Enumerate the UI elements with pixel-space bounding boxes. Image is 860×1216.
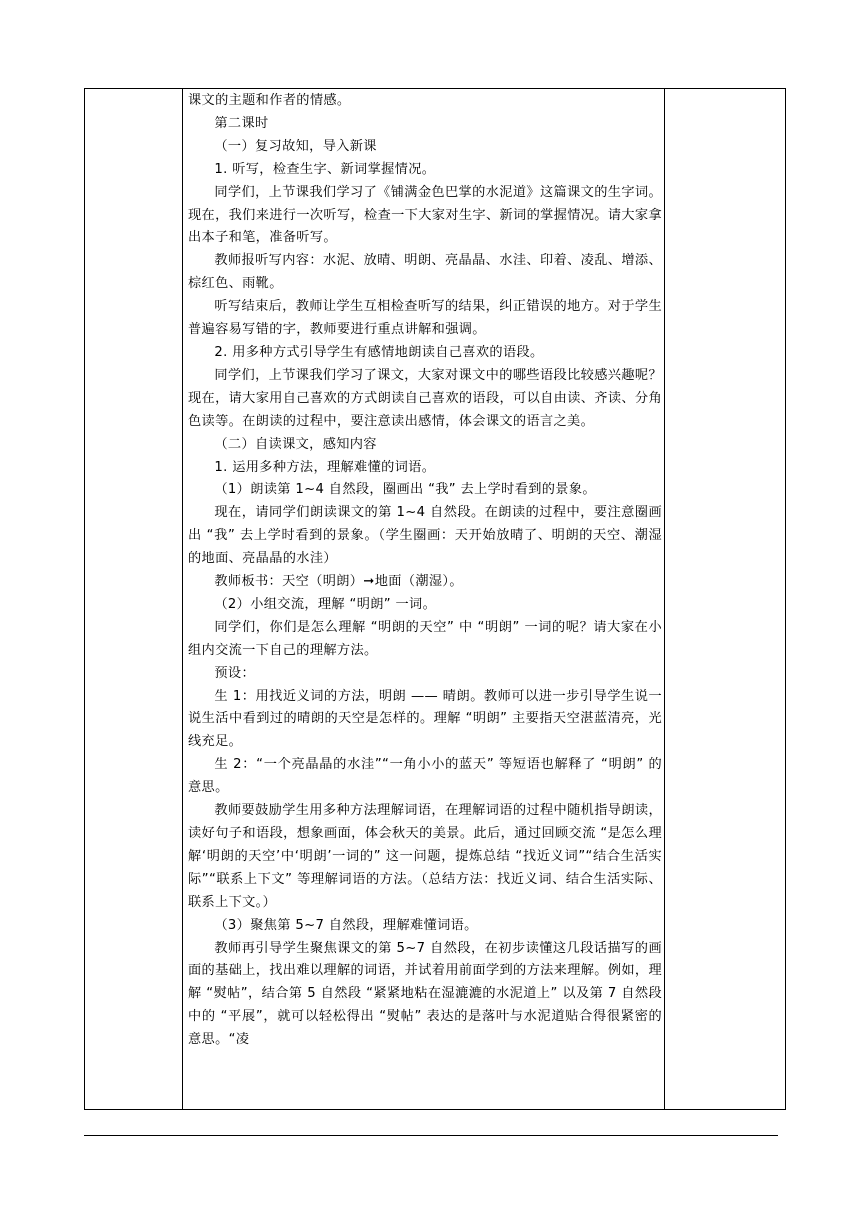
substep-read-paragraphs-1-4: （1）朗读第 1~4 自然段，圈画出 “我” 去上学时看到的景象。: [214, 482, 596, 498]
paragraph-dictation-words: 教师报听写内容：水泥、放晴、明朗、亮晶晶、水洼、印着、凌乱、增添、棕红色、雨靴。: [188, 253, 662, 292]
paragraph-theme-continuation: 课文的主题和作者的情感。: [188, 93, 351, 108]
paragraph-board-writing: 教师板书：天空（明朗）➞地面（潮湿）。: [214, 574, 463, 590]
paragraph-preset: 预设：: [214, 665, 256, 681]
step-reading-aloud: 2. 用多种方式引导学生有感情地朗读自己喜欢的语段。: [214, 344, 544, 360]
paragraph-teacher-methods: 教师要鼓励学生用多种方法理解词语，在理解词语的过程中随机指导朗读，读好句子和语段，想象画面，体会秋天的美景。此后，通过回顾交流 “是怎么理解‘明朗的天空’中‘明朗’一词的” 这一问题，提炼总结 “找近义词”“结合生活实际”“联系上下文” 等理解词语的方法。（总结方法：找近义词、结合生活实际、联系上下文。）: [188, 803, 662, 910]
paragraph-reading-aloud: 同学们，上节课我们学习了课文，大家对课文中的哪些语段比较感兴趣呢？现在，请大家用自己喜欢的方式朗读自己喜欢的语段，可以自由读、齐读、分角色读等。在朗读的过程中，要注意读出感情，体会课文的语言之美。: [188, 367, 662, 429]
footer-rule: [84, 1135, 778, 1136]
column-divider-left: [182, 89, 183, 1109]
paragraph-student-2: 生 2：“一个亮晶晶的水洼”“一角小小的蓝天” 等短语也解释了 “明朗” 的意思。: [188, 757, 662, 796]
section-heading-self-reading: （二）自读课文，感知内容: [214, 436, 377, 452]
paragraph-dictation-intro: 同学们，上节课我们学习了《铺满金色巴掌的水泥道》这篇课文的生字词。现在，我们来进行一次听写，检查一下大家对生字、新词的掌握情况。请大家拿出本子和笔，准备听写。: [188, 184, 662, 246]
paragraph-student-1: 生 1：用找近义词的方法，明朗 —— 晴朗。教师可以进一步引导学生说一说生活中看到过的晴朗的天空是怎样的。理解 “明朗” 主要指天空湛蓝清亮，光线充足。: [188, 688, 662, 750]
paragraph-group-discussion: 同学们，你们是怎么理解 “明朗的天空” 中 “明朗” 一词的呢？请大家在小组内交流一下自己的理解方法。: [188, 619, 662, 658]
substep-focus-paragraphs-5-7: （3）聚焦第 5~7 自然段，理解难懂词语。: [214, 917, 478, 933]
lesson-plan-table: [84, 88, 786, 1110]
column-divider-right: [664, 89, 665, 1109]
step-dictation: 1. 听写，检查生字、新词掌握情况。: [214, 161, 436, 177]
substep-group-discussion: （2）小组交流，理解 “明朗” 一词。: [214, 596, 437, 612]
lesson-content-cell: [188, 90, 662, 1052]
section-heading-review: （一）复习故知，导入新课: [214, 138, 377, 154]
lesson-period-heading: 第二课时: [214, 115, 269, 131]
step-word-understanding: 1. 运用多种方法，理解难懂的词语。: [214, 459, 436, 475]
paragraph-focus-paragraphs-5-7: 教师再引导学生聚焦课文的第 5~7 自然段，在初步读懂这几段话描写的画面的基础上，找出难以理解的词语，并试着用前面学到的方法来理解。例如，理解 “熨帖”，结合第 5 自然段 “紧紧地粘在湿漉漉的水泥道上” 以及第 7 自然段中的 “平展”，就可以轻松得出 “熨帖” 表达的是落叶与水泥道贴合得很紧密的意思。“凌: [188, 940, 662, 1048]
paragraph-read-paragraphs-1-4: 现在，请同学们朗读课文的第 1~4 自然段。在朗读的过程中，要注意圈画出 “我” 去上学时看到的景象。（学生圈画：天开始放晴了、明朗的天空、潮湿的地面、亮晶晶的水洼）: [188, 505, 662, 567]
paragraph-dictation-check: 听写结束后，教师让学生互相检查听写的结果，纠正错误的地方。对于学生普遍容易写错的字，教师要进行重点讲解和强调。: [188, 299, 662, 338]
